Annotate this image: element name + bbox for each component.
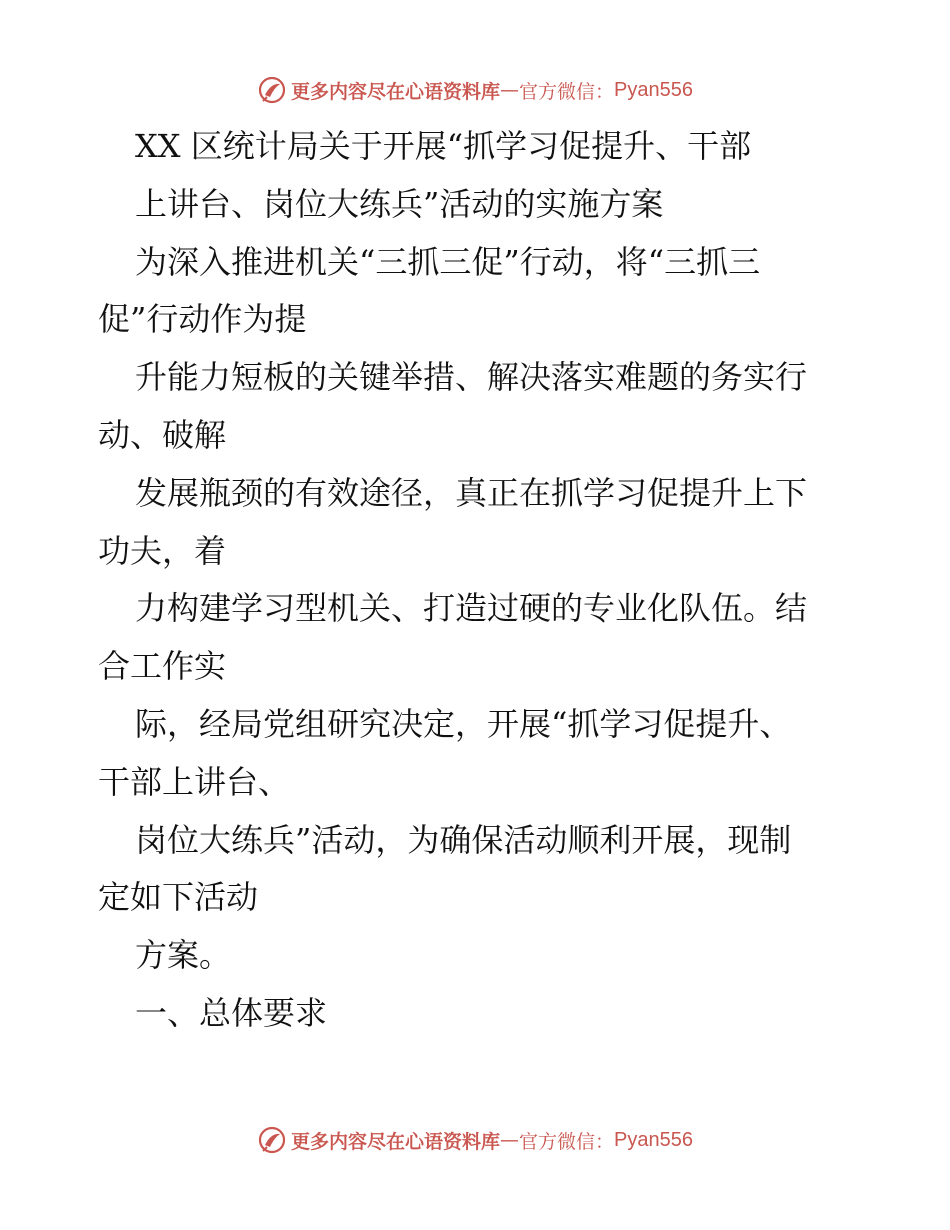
banner-official-label: 官方微信：: [519, 80, 615, 103]
brush-logo-icon: [257, 1125, 287, 1155]
paragraph-line: 合工作实: [98, 647, 227, 686]
banner-official-label: 官方微信：: [519, 1130, 615, 1153]
banner-wechat-id: Pyan556: [614, 1128, 693, 1151]
document-title-line-2: 上讲台、岗位大练兵”活动的实施方案: [135, 184, 664, 223]
brush-logo-icon: [257, 75, 287, 105]
paragraph-line: 发展瓶颈的有效途径，真正在抓学习促提升上下: [135, 473, 808, 512]
paragraph-line: 际，经局党组研究决定，开展“抓学习促提升、: [135, 704, 792, 743]
paragraph-line: 功夫，着: [98, 531, 227, 570]
document-body: [98, 118, 858, 1043]
paragraph-line: 升能力短板的关键举措、解决落实难题的务实行: [135, 358, 808, 397]
paragraph-line: 方案。: [135, 936, 232, 975]
paragraph-line: 岗位大练兵”活动，为确保活动顺利开展，现制: [135, 820, 792, 859]
banner-wechat-id: Pyan556: [614, 78, 693, 101]
paragraph-line: 干部上讲台、: [98, 762, 291, 801]
banner-separator: —: [500, 1129, 520, 1151]
paragraph-line: 动、破解: [98, 415, 227, 454]
banner-text: 更多内容尽在心语资料库: [291, 80, 501, 103]
paragraph-line: 促”行动作为提: [98, 300, 307, 339]
footer-watermark-banner: [0, 1120, 950, 1160]
paragraph-line: 力构建学习型机关、打造过硬的专业化队伍。结: [135, 589, 808, 628]
document-title-line-1: XX 区统计局关于开展“抓学习促提升、干部: [135, 127, 752, 165]
section-heading: 一、总体要求: [135, 993, 328, 1032]
paragraph-line: 为深入推进机关“三抓三促”行动，将“三抓三: [135, 242, 761, 281]
paragraph-line: 定如下活动: [98, 878, 259, 917]
header-watermark-banner: [0, 70, 950, 110]
banner-text: 更多内容尽在心语资料库: [291, 1130, 501, 1153]
banner-separator: —: [500, 79, 520, 101]
